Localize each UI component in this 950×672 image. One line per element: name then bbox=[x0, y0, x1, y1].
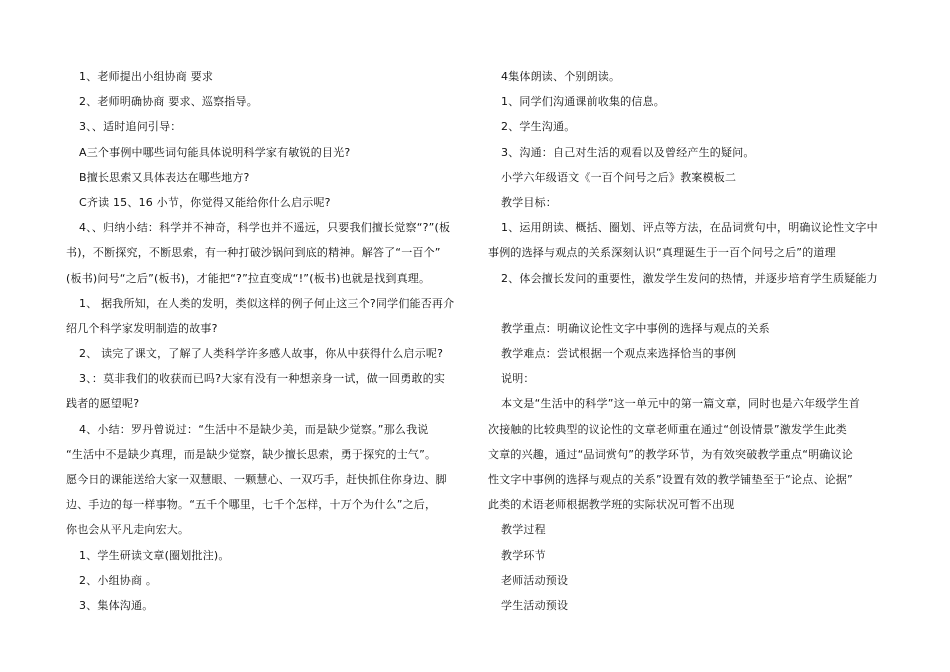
left-paragraph-line: (板书)问号“之后”(板书)，才能把“?”拉直变成“!”(板书)也就是找到真理。 bbox=[66, 271, 431, 285]
left-paragraph-line: 书)，不断探究，不断思索，有一种打破沙锅问到底的精神。解答了“一百个” bbox=[66, 246, 441, 260]
left-paragraph-line: 1、学生研读文章(圈划批注)。 bbox=[79, 548, 230, 562]
left-paragraph-line: 4、、归纳小结：科学并不神奇，科学也并不遥远，只要我们擅长觉察“?”(板 bbox=[79, 221, 451, 235]
right-paragraph-line: 老师活动预设 bbox=[501, 573, 569, 587]
right-paragraph-line: 文章的兴趣，通过“品词赏句”的教学环节，为有效突破教学重点“明确议论 bbox=[488, 447, 853, 461]
right-paragraph-line: 1、运用朗读、概括、圈划、评点等方法，在品词赏句中，明确议论性文字中 bbox=[501, 221, 878, 235]
right-paragraph-line bbox=[488, 291, 884, 316]
right-paragraph-line: 教学过程 bbox=[501, 523, 546, 537]
right-paragraph-line: 本文是“生活中的科学”这一单元中的第一篇文章，同时也是六年级学生首 bbox=[501, 397, 860, 411]
right-paragraph-line: 性文字中事例的选择与观点的关系”设置有效的教学铺垫至于“论点、论据” bbox=[488, 473, 853, 486]
left-paragraph-line: 3、：莫非我们的收获而已吗?大家有没有一种想亲身一试，做一回勇敢的实 bbox=[79, 372, 446, 386]
left-paragraph-line: 绍几个科学家发明制造的故事? bbox=[66, 321, 218, 335]
left-paragraph-line: 2、小组协商 。 bbox=[79, 573, 158, 587]
left-paragraph-line: A三个事例中哪些词句能具体说明科学家有敏锐的目光? bbox=[79, 145, 351, 159]
right-paragraph-line: 2、学生沟通。 bbox=[501, 120, 576, 134]
left-paragraph-line: C齐读 15、16 小节，你觉得又能给你什么启示呢? bbox=[79, 195, 331, 209]
left-paragraph-line: 愿今日的课能送给大家一双慧眼、一颗慧心、一双巧手，赶快抓住你身边、脚 bbox=[66, 473, 447, 486]
right-paragraph-line: 教学难点：尝试根据一个观点来选择恰当的事例 bbox=[501, 347, 737, 361]
left-paragraph-line: 4、小结：罗丹曾说过：“生活中不是缺少美，而是缺少觉察。”那么我说 bbox=[79, 422, 429, 436]
left-paragraph-line: 3、、适时追问引导： bbox=[79, 120, 182, 134]
left-paragraph-line: 边、手边的每一样事物。“五千个哪里，七千个怎样，十万个为什么”之后， bbox=[66, 498, 437, 512]
right-paragraph-line: 事例的选择与观点的关系深刻认识“真理诞生于一百个问号之后”的道理 bbox=[488, 246, 836, 260]
right-paragraph-line: 2、体会擅长发问的重要性，激发学生发问的热情，并逐步培育学生质疑能力 bbox=[501, 271, 878, 285]
right-paragraph-line: 次接触的比较典型的议论性的文章老师重在通过“创设情景”激发学生此类 bbox=[488, 422, 847, 436]
left-paragraph-line: 践者的愿望呢? bbox=[66, 397, 140, 411]
left-paragraph-line: 2、 读完了课文，了解了人类科学许多感人故事，你从中获得什么启示呢? bbox=[79, 347, 444, 361]
right-text-column bbox=[488, 64, 884, 618]
right-paragraph-line: 1、同学们沟通课前收集的信息。 bbox=[501, 95, 665, 109]
left-paragraph-line: B擅长思索又具体表达在哪些地方? bbox=[79, 170, 250, 184]
right-paragraph-line: 此类的术语老师根据教学班的实际状况可暂不出现 bbox=[488, 498, 735, 512]
left-text-column bbox=[66, 64, 466, 618]
left-paragraph-line: 你也会从平凡走向宏大。 bbox=[66, 523, 190, 537]
right-paragraph-line: 4集体朗读、个别朗读。 bbox=[501, 70, 621, 83]
left-paragraph-line: 1、 据我所知，在人类的发明，类似这样的例子何止这三个?同学们能否再介 bbox=[79, 296, 455, 310]
right-paragraph-line: 教学环节 bbox=[501, 548, 546, 562]
right-paragraph-line: 学生活动预设 bbox=[501, 598, 569, 612]
left-paragraph-line: 1、老师提出小组协商 要求 bbox=[79, 70, 214, 83]
right-paragraph-line: 教学目标： bbox=[501, 195, 557, 209]
right-paragraph-line: 说明： bbox=[501, 372, 535, 386]
left-paragraph-line: 3、集体沟通。 bbox=[79, 598, 154, 612]
right-paragraph-line: 教学重点：明确议论性文字中事例的选择与观点的关系 bbox=[501, 321, 770, 335]
left-paragraph-line: “生活中不是缺少真理，而是缺少觉察，缺少擅长思索，勇于探究的士气”。 bbox=[66, 447, 437, 461]
right-paragraph-line: 3、沟通：自己对生活的观看以及曾经产生的疑问。 bbox=[501, 145, 755, 159]
right-paragraph-line: 小学六年级语文《一百个问号之后》教案模板二 bbox=[501, 170, 737, 184]
left-paragraph-line: 2、老师明确协商 要求、巡察指导。 bbox=[79, 95, 258, 109]
